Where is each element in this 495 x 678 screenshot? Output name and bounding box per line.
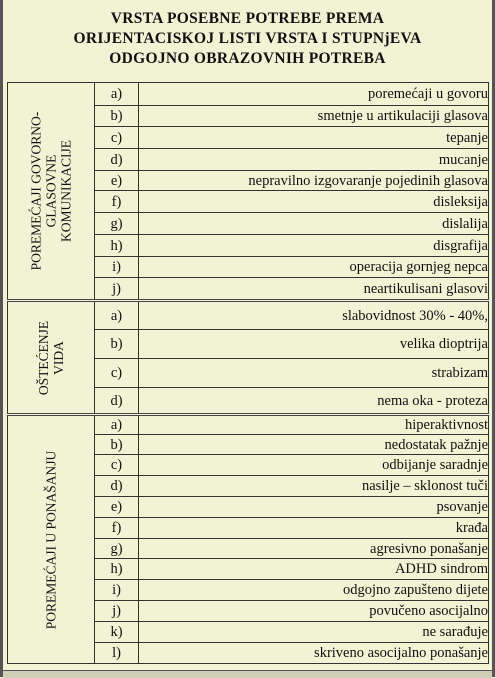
item-description: strabizam [139,359,489,388]
item-description: velika dioptrija [139,330,489,359]
title-line-1: VRSTA POSEBNE POTREBE PREMA [110,10,385,27]
item-description: neartikulisani glasovi [139,278,489,301]
item-description: povučeno asocijalno [139,601,489,622]
item-letter: j) [95,278,139,301]
item-letter: e) [95,497,139,518]
item-letter: j) [95,601,139,622]
item-letter: d) [95,149,139,171]
item-description: mucanje [139,149,489,171]
category-label [44,415,59,664]
category-label-line: KOMUNIKACIJE [58,140,74,242]
item-description: disgrafija [139,235,489,257]
item-description: psovanje [139,497,489,518]
category-label-line: POREMEĆAJI GOVORNO- [28,111,44,271]
item-letter: f) [95,191,139,213]
category-label-line: VIDA [51,340,66,375]
item-description: dislalija [139,213,489,235]
item-description: agresivno ponašanje [139,539,489,559]
category-cell [8,83,95,301]
item-letter: d) [95,388,139,415]
item-description: odgojno zapušteno dijete [139,580,489,601]
item-description: poremećaji u govoru [139,83,489,106]
item-letter: a) [95,83,139,106]
item-letter: c) [95,359,139,388]
item-letter: e) [95,171,139,191]
item-letter: l) [95,643,139,664]
item-description: nepravilno izgovaranje pojedinih glasova [139,171,489,191]
item-description: ne sarađuje [139,622,489,643]
item-letter: a) [95,415,139,435]
title-line-2: ORIJENTACISKOJ LISTI VRSTA I STUPNjEVA [73,30,422,47]
item-letter: k) [95,622,139,643]
item-letter: a) [95,301,139,330]
item-description: krađa [139,518,489,539]
item-letter: d) [95,476,139,497]
item-letter: i) [95,580,139,601]
item-description: hiperaktivnost [139,415,489,435]
needs-table [7,82,489,664]
item-description: ADHD sindrom [139,559,489,580]
item-description: nasilje – sklonost tuči [139,476,489,497]
item-letter: g) [95,213,139,235]
item-description: smetnje u artikulaciji glasova [139,106,489,127]
table-row [8,83,489,106]
item-letter: i) [95,257,139,278]
item-description: operacija gornjeg nepca [139,257,489,278]
title-line-3: ODGOJNO OBRAZOVNIH POTREBA [109,50,386,67]
table-row [8,415,489,435]
item-letter: b) [95,435,139,455]
document-title [3,0,492,82]
category-label [36,301,66,415]
item-description: disleksija [139,191,489,213]
item-description: nema oka - proteza [139,388,489,415]
item-description: nedostatak pažnje [139,435,489,455]
item-letter: h) [95,559,139,580]
item-description: odbijanje saradnje [139,455,489,476]
category-label-line: OŠTEĆENJE [36,320,51,395]
item-description: slabovidnost 30% - 40%, [139,301,489,330]
category-label-line: GLASOVNE [43,154,59,228]
table-row [8,301,489,330]
item-letter: b) [95,106,139,127]
item-description: skriveno asocijalno ponašanje [139,643,489,664]
item-letter: b) [95,330,139,359]
category-label-line: POREMEĆAJI U PONAŠANJU [43,450,59,629]
category-label [29,89,74,294]
item-letter: c) [95,455,139,476]
item-description: tepanje [139,127,489,149]
item-letter: f) [95,518,139,539]
category-cell [8,301,95,415]
category-cell [8,415,95,664]
item-letter: c) [95,127,139,149]
item-letter: h) [95,235,139,257]
item-letter: g) [95,539,139,559]
